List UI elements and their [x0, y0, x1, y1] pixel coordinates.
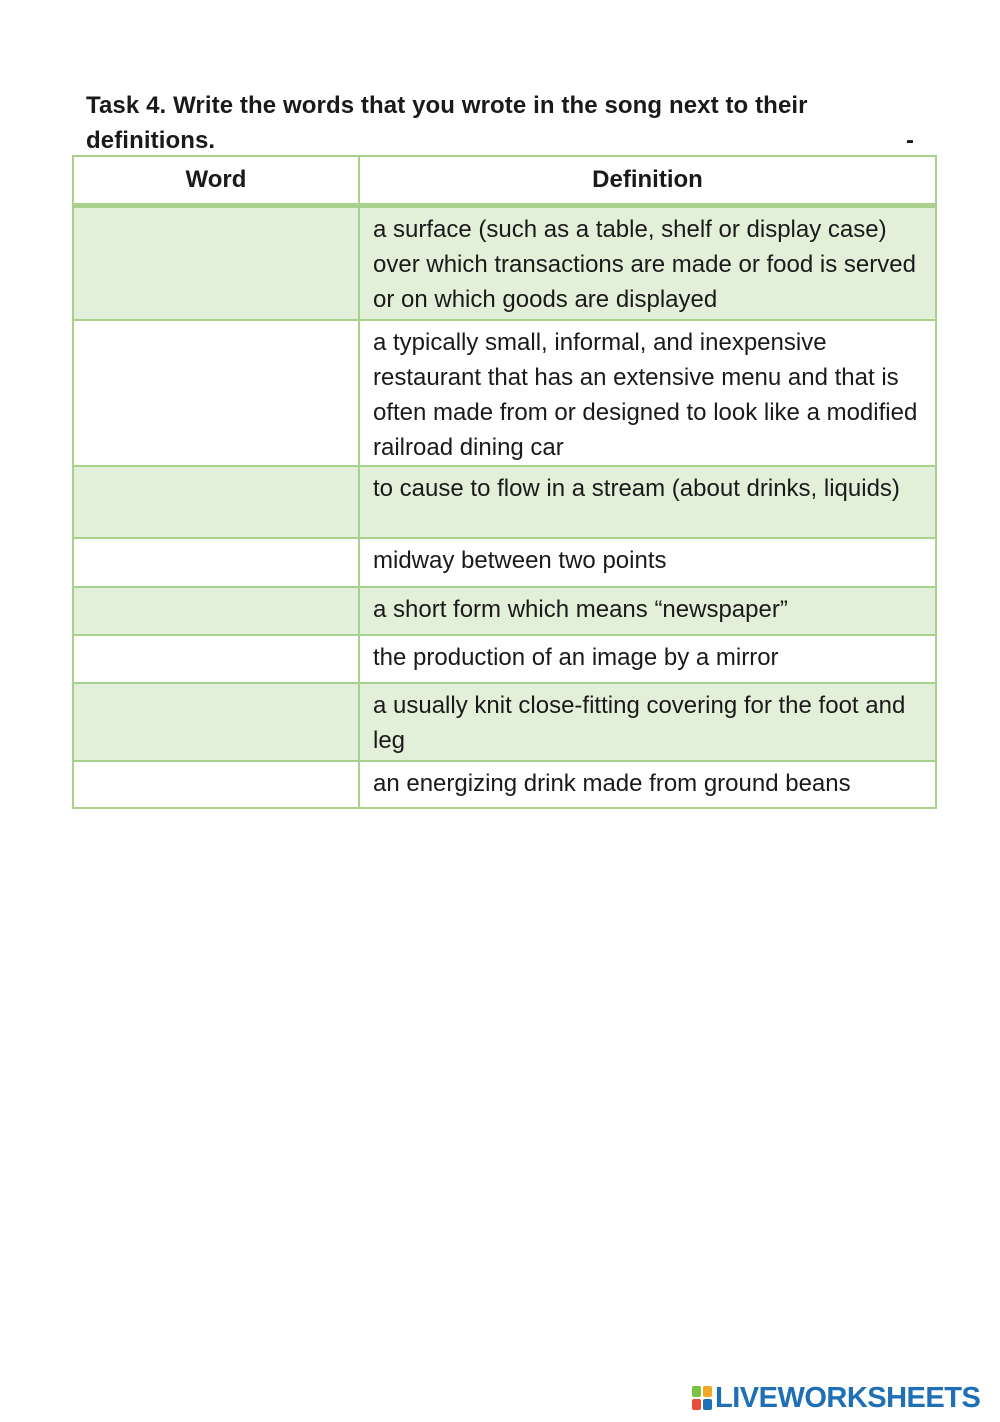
table-row [73, 538, 936, 587]
logo-square-orange [703, 1386, 712, 1397]
word-answer-input[interactable] [74, 467, 358, 537]
definition-cell: a typically small, informal, and inexpensive restaurant that has an extensive menu and that is often made from or designed to look like a modified railroad dining car [359, 320, 936, 466]
word-cell [73, 683, 359, 761]
liveworksheets-logo[interactable] [692, 1383, 980, 1413]
definition-cell: to cause to flow in a stream (about drinks, liquids) [359, 466, 936, 538]
table-row [73, 683, 936, 761]
definition-cell: a usually knit close-fitting covering for the foot and leg [359, 683, 936, 761]
definition-cell: an energizing drink made from ground beans [359, 761, 936, 808]
word-answer-input[interactable] [74, 684, 358, 760]
word-answer-input[interactable] [74, 539, 358, 586]
table-row [73, 761, 936, 808]
word-answer-input[interactable] [74, 208, 358, 319]
logo-square-green [692, 1386, 701, 1397]
table-row [73, 466, 936, 538]
liveworksheets-logo-icon [692, 1386, 712, 1410]
task-title: Task 4. Write the words that you wrote in the song next to their definitions. [86, 92, 808, 154]
word-column-header: Word [73, 156, 359, 206]
task-dash: - [906, 127, 914, 154]
word-cell [73, 206, 359, 320]
definition-cell: midway between two points [359, 538, 936, 587]
word-cell [73, 538, 359, 587]
word-cell [73, 320, 359, 466]
table-row [73, 206, 936, 320]
table-row [73, 320, 936, 466]
word-answer-input[interactable] [74, 762, 358, 807]
logo-text: LIVEWORKSHEETS [715, 1381, 981, 1414]
table-row [73, 587, 936, 635]
table-row [73, 635, 936, 683]
word-answer-input[interactable] [74, 588, 358, 634]
word-cell [73, 761, 359, 808]
word-cell [73, 587, 359, 635]
logo-square-blue [703, 1399, 712, 1410]
definition-column-header: Definition [359, 156, 936, 206]
word-answer-input[interactable] [74, 321, 358, 465]
word-cell [73, 466, 359, 538]
word-cell [73, 635, 359, 683]
table-header-row [73, 156, 936, 206]
definition-cell: a surface (such as a table, shelf or display case) over which transactions are made or food is served or on which goods are displayed [359, 206, 936, 320]
vocabulary-table [72, 155, 937, 809]
definition-cell: a short form which means “newspaper” [359, 587, 936, 635]
definition-cell: the production of an image by a mirror [359, 635, 936, 683]
logo-square-red [692, 1399, 701, 1410]
word-answer-input[interactable] [74, 636, 358, 682]
